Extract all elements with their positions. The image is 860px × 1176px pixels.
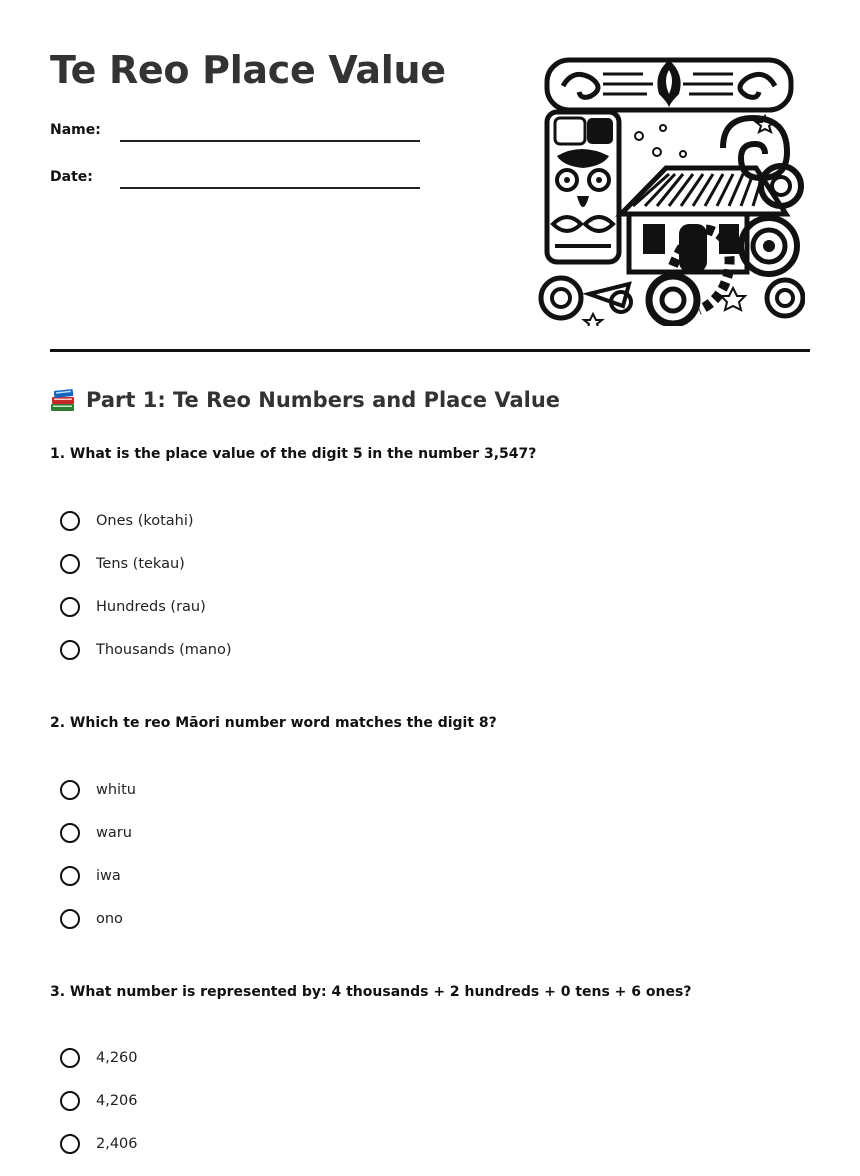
option-label: Hundreds (rau) [96, 599, 206, 615]
question-1-option-ones[interactable] [60, 510, 232, 553]
question-1-options [60, 510, 232, 682]
question-3-option-4260[interactable] [60, 1047, 138, 1090]
option-label: whitu [96, 782, 136, 798]
radio-button[interactable] [60, 909, 80, 929]
maori-illustration [533, 56, 805, 326]
option-label: Tens (tekau) [96, 556, 185, 572]
question-2-options [60, 779, 136, 951]
question-2-option-ono[interactable] [60, 908, 136, 951]
question-3-option-4206[interactable] [60, 1090, 138, 1133]
worksheet-title: Te Reo Place Value [50, 48, 446, 92]
name-field [50, 122, 420, 148]
question-3-option-2406[interactable] [60, 1133, 138, 1176]
radio-button[interactable] [60, 511, 80, 531]
question-2-option-waru[interactable] [60, 822, 136, 865]
header-divider [50, 349, 810, 352]
radio-button[interactable] [60, 554, 80, 574]
question-3-options [60, 1047, 138, 1176]
section-heading [50, 388, 560, 412]
radio-button[interactable] [60, 823, 80, 843]
radio-button[interactable] [60, 640, 80, 660]
date-label: Date: [50, 169, 93, 185]
option-label: Thousands (mano) [96, 642, 232, 658]
books-icon [50, 388, 76, 412]
name-answer-line[interactable] [120, 140, 420, 142]
date-answer-line[interactable] [120, 187, 420, 189]
question-1-option-hundreds[interactable] [60, 596, 232, 639]
question-1-option-thousands[interactable] [60, 639, 232, 682]
option-label: waru [96, 825, 132, 841]
question-3-prompt: 3. What number is represented by: 4 thousands + 2 hundreds + 0 tens + 6 ones? [50, 984, 692, 1000]
option-label: iwa [96, 868, 121, 884]
radio-button[interactable] [60, 866, 80, 886]
radio-button[interactable] [60, 1048, 80, 1068]
question-2-prompt: 2. Which te reo Māori number word matches the digit 8? [50, 715, 497, 731]
option-label: 4,206 [96, 1093, 138, 1109]
name-label: Name: [50, 122, 101, 138]
option-label: 2,406 [96, 1136, 138, 1152]
date-field [50, 169, 420, 195]
radio-button[interactable] [60, 1134, 80, 1154]
option-label: Ones (kotahi) [96, 513, 194, 529]
radio-button[interactable] [60, 780, 80, 800]
question-2-option-iwa[interactable] [60, 865, 136, 908]
question-1-prompt: 1. What is the place value of the digit 5 in the number 3,547? [50, 446, 537, 462]
question-2-option-whitu[interactable] [60, 779, 136, 822]
option-label: ono [96, 911, 123, 927]
radio-button[interactable] [60, 1091, 80, 1111]
section-heading-text: Part 1: Te Reo Numbers and Place Value [86, 388, 561, 412]
question-1-option-tens[interactable] [60, 553, 232, 596]
radio-button[interactable] [60, 597, 80, 617]
option-label: 4,260 [96, 1050, 138, 1066]
